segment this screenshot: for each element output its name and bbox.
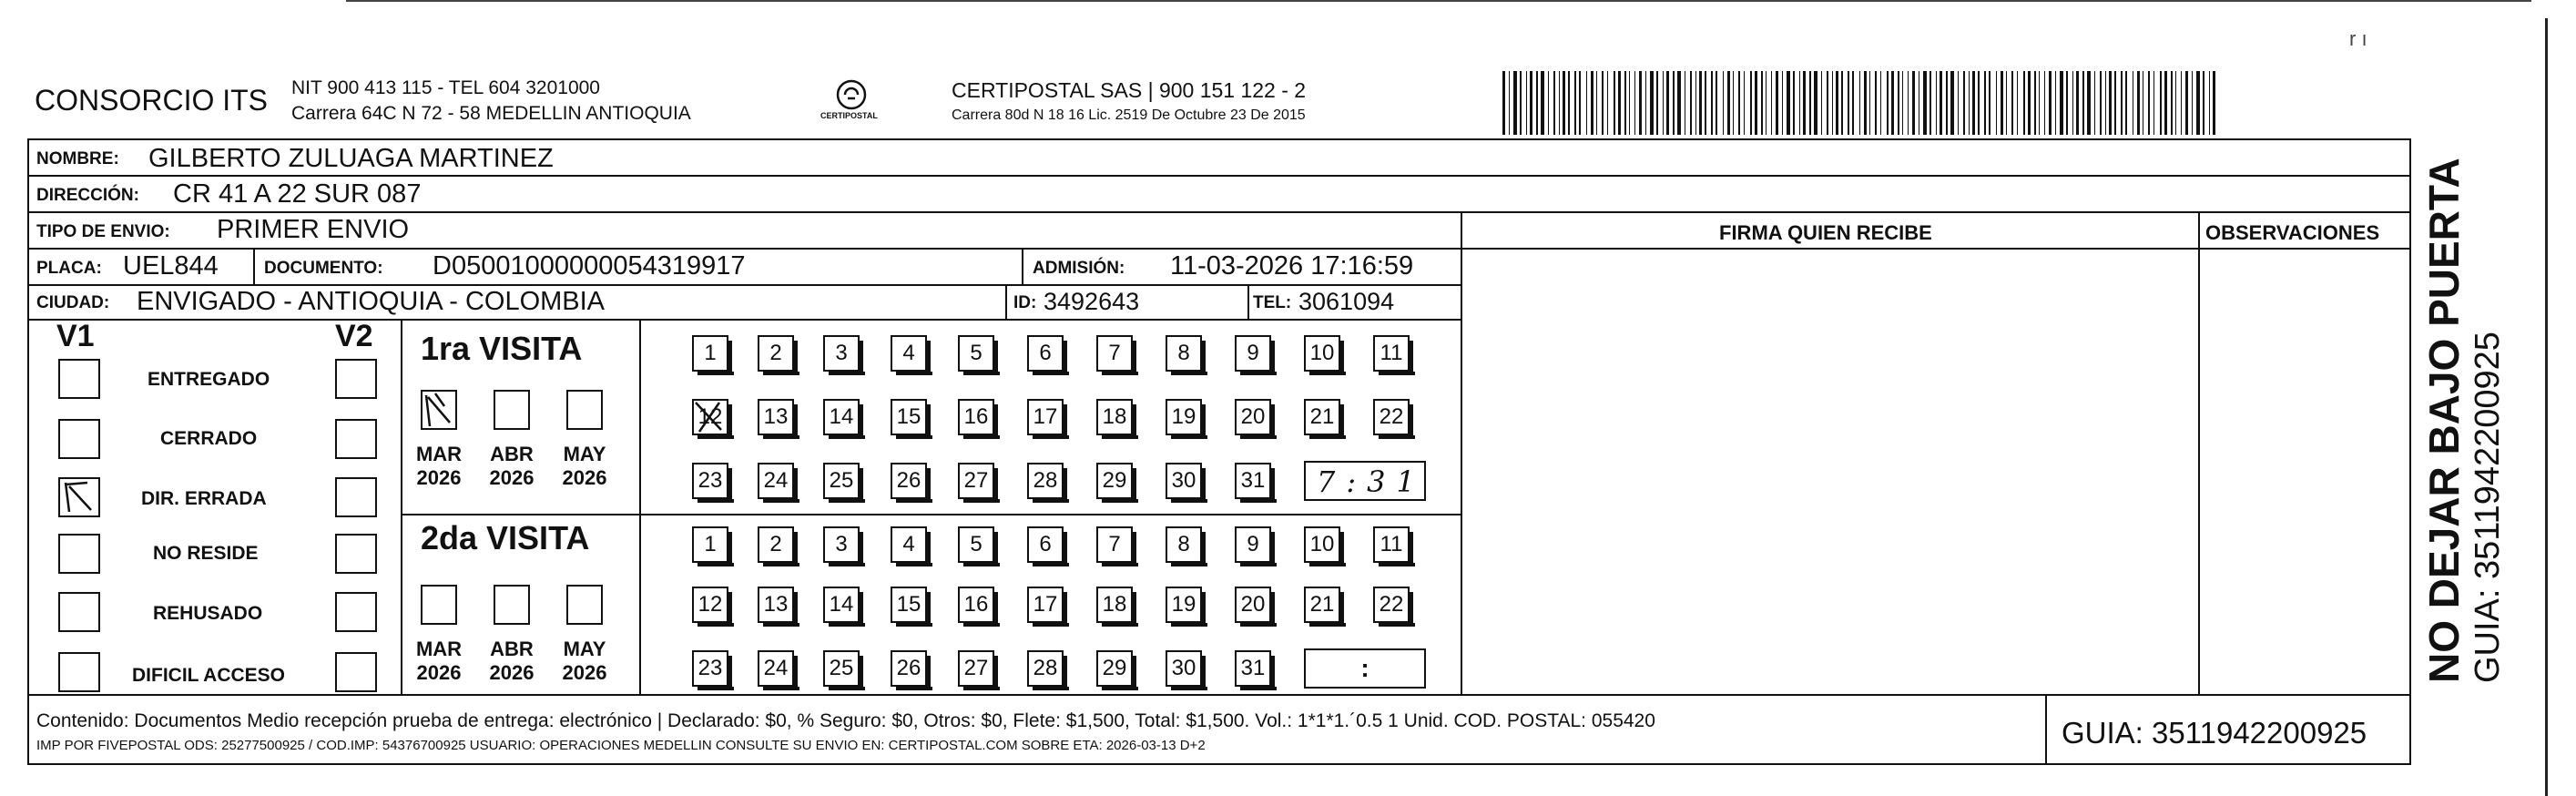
v2-checkbox[interactable] [335,359,377,399]
status-label: DIR. ERRADA [141,488,267,509]
month-name: MAR [415,443,463,465]
status-label: DIFICIL ACCESO [132,665,286,686]
top-rule [346,0,2531,2]
id-value: 3492643 [1044,288,1140,315]
company-address: Carrera 64C N 72 - 58 MEDELLIN ANTIOQUIA [291,103,691,124]
ciudad-label: CIUDAD: [36,293,110,312]
v1-checkbox[interactable] [58,652,100,692]
placa-value: UEL844 [123,251,219,281]
footer-guia: GUIA: 3511942200925 [2062,716,2367,750]
v2-checkbox[interactable] [335,592,377,632]
footer-imp-line: IMP POR FIVEPOSTAL ODS: 25277500925 / COD.IMP: 54376700925 USUARIO: OPERACIONES MEDELLIN CONSULTE SU ENVIO EN: CERTIPOSTAL.COM SOBRE ETA: 2026-03-13 D+2 [36,738,1206,753]
visit-1-day-12[interactable]: 12 [692,399,728,435]
visit-2-day-31[interactable]: 31 [1235,650,1271,687]
visit-1-day-29[interactable]: 29 [1096,463,1133,499]
visit-2-day-5[interactable]: 5 [958,526,994,563]
placa-label: PLACA: [36,259,102,278]
visit-2-day-19[interactable]: 19 [1166,587,1202,623]
ciudad-value: ENVIGADO - ANTIOQUIA - COLOMBIA [137,287,606,316]
col-line [639,319,641,694]
col-line [2045,694,2047,765]
corner-mark: r ı [2349,27,2367,50]
visit-1-day-21[interactable]: 21 [1304,399,1340,435]
tipo-envio-label: TIPO DE ENVIO: [36,222,170,241]
month-year: 2026 [416,466,462,489]
visit-1-title: 1ra VISITA [421,330,583,367]
visit-2-day-12[interactable]: 12 [692,587,728,623]
visit-1-day-9[interactable]: 9 [1235,335,1271,372]
month-year: 2026 [416,661,462,684]
no-dejar-bajo-puerta: NO DEJAR BAJO PUERTA [2420,158,2468,683]
visit-1-day-8[interactable]: 8 [1166,335,1202,372]
v1-checkbox[interactable] [58,359,100,399]
side-text [2420,137,2520,683]
col-line [1462,248,2411,250]
documento-value: D05001000000054319917 [433,251,746,281]
footer-contenido: Contenido: Documentos Medio recepción prueba de entrega: electrónico | Declarado: $0, % Seguro: $0, Otros: $0, Flete: $1,500, Total: $1,500. Vol.: 1*1*1.´0.5 1 Unid. COD. POSTAL: 055420 [36,710,1655,731]
visit-2-day-14[interactable]: 14 [823,587,860,623]
barcode-bars [1502,71,2222,135]
visit-1-day-16[interactable]: 16 [958,399,994,435]
visit-2-day-8[interactable]: 8 [1166,526,1202,563]
col-line [253,248,255,284]
visit-2-day-25[interactable]: 25 [823,650,860,687]
visit-1-day-4[interactable]: 4 [891,335,927,372]
v1-checkbox[interactable] [58,419,100,459]
visit-2-day-13[interactable]: 13 [758,587,794,623]
visit-2-month-may-checkbox[interactable] [566,585,603,625]
visit-1-day-19[interactable]: 19 [1166,399,1202,435]
nombre-value: GILBERTO ZULUAGA MARTINEZ [148,144,554,173]
visit-1-time-box[interactable] [1304,461,1426,501]
v2-checkbox[interactable] [335,652,377,692]
visit-1-day-27[interactable]: 27 [958,463,994,499]
col-line [401,319,402,694]
visit-2-day-7[interactable]: 7 [1096,526,1133,563]
visit-1-day-10[interactable]: 10 [1304,335,1340,372]
paper-edge [2545,18,2548,796]
visit-2-day-16[interactable]: 16 [958,587,994,623]
visit-1-day-5[interactable]: 5 [958,335,994,372]
logo-text: CERTIPOSTAL [820,111,878,120]
visit-2-day-22[interactable]: 22 [1373,587,1410,623]
visit-1-day-17[interactable]: 17 [1027,399,1064,435]
row-line [27,319,1462,321]
visit-2-day-20[interactable]: 20 [1235,587,1271,623]
visit-1-day-24[interactable]: 24 [758,463,794,499]
visit-1-month-may-checkbox[interactable] [566,390,603,430]
tel-label: TEL: [1253,293,1292,312]
check-mark-icon [423,392,455,428]
side-guia: GUIA: 3511942200925 [2469,332,2507,683]
visit-1-day-28[interactable]: 28 [1027,463,1064,499]
visit-2-day-10[interactable]: 10 [1304,526,1340,563]
nombre-label: NOMBRE: [36,149,119,168]
admision-label: ADMISIÓN: [1033,259,1125,278]
visit-2-month-label [484,638,539,685]
visit-2-day-27[interactable]: 27 [958,650,994,687]
barcode [1502,71,2222,135]
visit-2-day-6[interactable]: 6 [1027,526,1064,563]
v2-checkbox[interactable] [335,477,377,517]
visit-2-day-23[interactable]: 23 [692,650,728,687]
visit-1-day-25[interactable]: 25 [823,463,860,499]
month-name: MAY [563,638,606,660]
month-year: 2026 [489,466,535,489]
visit-1-day-14[interactable]: 14 [823,399,860,435]
visit-2-day-24[interactable]: 24 [758,650,794,687]
company-nit: NIT 900 413 115 - TEL 604 3201000 [291,77,600,98]
visit-2-day-9[interactable]: 9 [1235,526,1271,563]
v2-label: V2 [335,319,373,353]
month-name: MAR [415,638,463,660]
visit-1-time-handwritten: 7:31 [1317,464,1426,499]
visit-1-day-26[interactable]: 26 [891,463,927,499]
visit-1-day-13[interactable]: 13 [758,399,794,435]
visit-1-day-23[interactable]: 23 [692,463,728,499]
direccion-label: DIRECCIÓN: [36,186,139,205]
row-line [402,514,1461,515]
direccion-value: CR 41 A 22 SUR 087 [173,179,422,209]
id-label: ID: [1013,293,1037,312]
visit-1-month-mar-checkbox[interactable] [421,390,457,430]
status-label: CERRADO [160,428,258,449]
visit-2-month-mar-checkbox[interactable] [421,585,457,625]
courier-address: Carrera 80d N 18 16 Lic. 2519 De Octubre 23 De 2015 [952,107,1306,123]
row-line [27,211,2411,213]
firma-label: FIRMA QUIEN RECIBE [1719,221,1932,244]
v1-checkbox[interactable] [58,592,100,632]
visit-2-day-28[interactable]: 28 [1027,650,1064,687]
visit-2-time-placeholder: : [1360,654,1369,682]
visit-1-day-1[interactable]: 1 [692,335,728,372]
row-line [27,175,2411,177]
visit-1-day-2[interactable]: 2 [758,335,794,372]
visit-1-day-6[interactable]: 6 [1027,335,1064,372]
observaciones-label: OBSERVACIONES [2205,221,2380,244]
certipostal-logo [815,75,888,129]
visit-1-day-7[interactable]: 7 [1096,335,1133,372]
visit-2-day-15[interactable]: 15 [891,587,927,623]
visit-2-day-17[interactable]: 17 [1027,587,1064,623]
visit-2-title: 2da VISITA [421,519,590,556]
visit-1-day-20[interactable]: 20 [1235,399,1271,435]
month-year: 2026 [562,466,607,489]
visit-2-day-1[interactable]: 1 [692,526,728,563]
visit-2-day-26[interactable]: 26 [891,650,927,687]
v1-checkbox-checked[interactable] [58,477,100,517]
check-mark-icon [60,479,98,515]
visit-2-day-11[interactable]: 11 [1373,526,1410,563]
visit-2-day-18[interactable]: 18 [1096,587,1133,623]
visit-1-day-22[interactable]: 22 [1373,399,1410,435]
status-label: NO RESIDE [153,543,259,564]
visit-2-day-21[interactable]: 21 [1304,587,1340,623]
col-line [2198,211,2200,694]
visit-2-day-2[interactable]: 2 [758,526,794,563]
v1-label: V1 [56,319,95,353]
row-line [27,694,2411,696]
month-name: ABR [490,443,534,465]
visit-1-day-31[interactable]: 31 [1235,463,1271,499]
visit-2-day-3[interactable]: 3 [823,526,860,563]
month-year: 2026 [489,661,535,684]
admision-value: 11-03-2026 17:16:59 [1170,251,1414,281]
month-name: ABR [490,638,534,660]
visit-1-month-label [412,443,466,490]
col-line [1461,211,1462,694]
courier-line: CERTIPOSTAL SAS | 900 151 122 - 2 [952,78,1307,102]
col-line [1005,284,1007,319]
month-year: 2026 [562,661,607,684]
visit-1-day-18[interactable]: 18 [1096,399,1133,435]
visit-2-day-4[interactable]: 4 [891,526,927,563]
col-line [1022,248,1023,284]
visit-1-day-3[interactable]: 3 [823,335,860,372]
tel-value: 3061094 [1298,288,1395,315]
visit-2-month-abr-checkbox[interactable] [494,585,530,625]
visit-1-day-11[interactable]: 11 [1373,335,1410,372]
v2-checkbox[interactable] [335,419,377,459]
visit-1-day-30[interactable]: 30 [1166,463,1202,499]
row-line [27,248,1462,250]
visit-2-month-label [557,638,612,685]
company-name: CONSORCIO ITS [35,84,269,117]
v1-checkbox[interactable] [58,534,100,574]
tipo-envio-value: PRIMER ENVIO [217,215,410,244]
visit-1-month-label [557,443,612,490]
visit-1-day-15[interactable]: 15 [891,399,927,435]
visit-2-month-label [412,638,466,685]
check-mark-icon [692,399,728,435]
visit-2-day-29[interactable]: 29 [1096,650,1133,687]
col-line [1247,284,1249,319]
v2-checkbox[interactable] [335,534,377,574]
status-label: REHUSADO [153,603,263,624]
month-name: MAY [563,443,606,465]
visit-2-time-box[interactable] [1304,648,1426,689]
documento-label: DOCUMENTO: [264,259,383,278]
visit-2-day-30[interactable]: 30 [1166,650,1202,687]
visit-1-month-label [484,443,539,490]
status-label: ENTREGADO [148,369,270,390]
visit-1-month-abr-checkbox[interactable] [494,390,530,430]
